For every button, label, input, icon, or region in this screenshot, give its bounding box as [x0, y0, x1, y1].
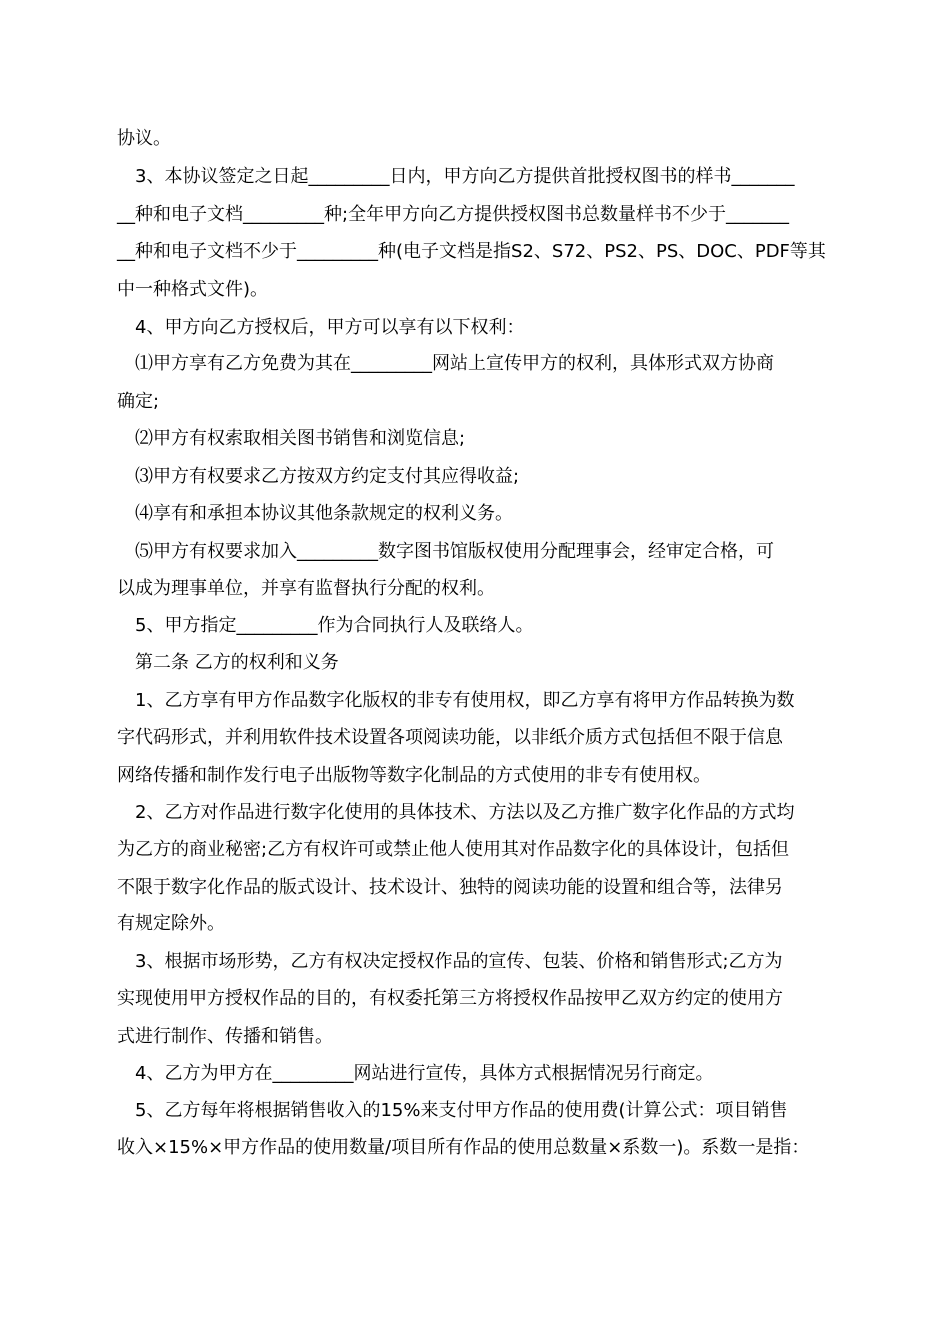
text-line: 网络传播和制作发行电子出版物等数字化制品的方式使用的非专有使用权。: [117, 765, 711, 786]
text-line: 5、乙方每年将根据销售收入的15%来支付甲方作品的使用费(计算公式：项目销售: [135, 1100, 788, 1121]
text-line: __种和电子文档不少于_________种(电子文档是指S2、S72、PS2、PS、DOC、PDF等其: [117, 241, 826, 262]
text-line: ⑵甲方有权索取相关图书销售和浏览信息;: [135, 428, 466, 449]
text-line: 有规定除外。: [117, 913, 225, 934]
text-line: 3、根据市场形势，乙方有权决定授权作品的宣传、包装、价格和销售形式;乙方为: [135, 951, 783, 972]
text-line: ⑴甲方享有乙方免费为其在_________网站上宣传甲方的权利，具体形式双方协商: [135, 353, 774, 374]
text-line: __种和电子文档_________种;全年甲方向乙方提供授权图书总数量样书不少于_______: [117, 204, 790, 225]
text-line: 收入×15%×甲方作品的使用数量/项目所有作品的使用总数量×系数一)。系数一是指：: [117, 1137, 810, 1158]
text-line: ⑸甲方有权要求加入_________数字图书馆版权使用分配理事会，经审定合格，可: [135, 541, 774, 562]
text-line: 5、甲方指定_________作为合同执行人及联络人。: [135, 615, 534, 636]
text-line: 实现使用甲方授权作品的目的，有权委托第三方将授权作品按甲乙双方约定的使用方: [117, 988, 783, 1009]
text-line: 式进行制作、传播和销售。: [117, 1026, 333, 1047]
text-line: 1、乙方享有甲方作品数字化版权的非专有使用权，即乙方享有将甲方作品转换为数: [135, 690, 795, 711]
text-line: 协议。: [117, 128, 171, 149]
text-line: 2、乙方对作品进行数字化使用的具体技术、方法以及乙方推广数字化作品的方式均: [135, 802, 795, 823]
text-line: 为乙方的商业秘密;乙方有权许可或禁止他人使用其对作品数字化的具体设计，包括但: [117, 839, 790, 860]
text-line: 中一种格式文件)。: [117, 279, 269, 300]
text-line: 字代码形式，并利用软件技术设置各项阅读功能，以非纸介质方式包括但不限于信息: [117, 727, 783, 748]
text-line: 确定;: [117, 391, 160, 412]
section-heading: 第二条 乙方的权利和义务: [135, 652, 339, 673]
text-line: 4、乙方为甲方在_________网站进行宣传，具体方式根据情况另行商定。: [135, 1063, 714, 1084]
text-line: ⑷享有和承担本协议其他条款规定的权利义务。: [135, 503, 513, 524]
text-line: 3、本协议签定之日起_________日内，甲方向乙方提供首批授权图书的样书_______: [135, 166, 795, 187]
text-line: 4、甲方向乙方授权后，甲方可以享有以下权利：: [135, 317, 525, 338]
text-line: ⑶甲方有权要求乙方按双方约定支付其应得收益;: [135, 466, 520, 487]
text-line: 以成为理事单位，并享有监督执行分配的权利。: [117, 578, 495, 599]
text-line: 不限于数字化作品的版式设计、技术设计、独特的阅读功能的设置和组合等，法律另: [117, 877, 783, 898]
